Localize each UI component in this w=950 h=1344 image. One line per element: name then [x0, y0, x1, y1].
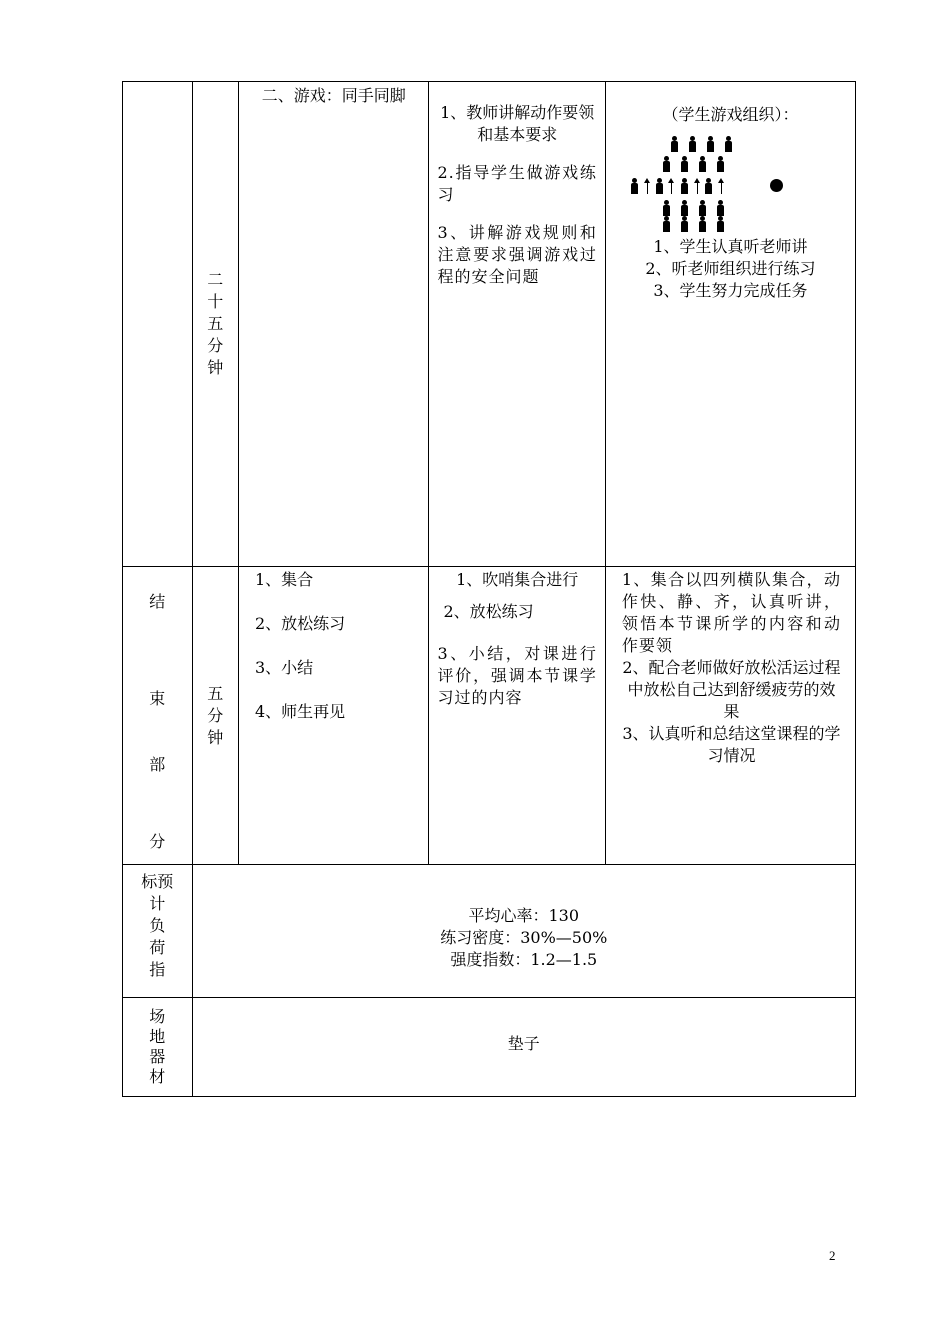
- student-figure-icon: [716, 200, 725, 216]
- student-figure-icon: [680, 216, 689, 232]
- game-teacher-item: 3、讲解游戏规则和注意要求强调游戏过程的安全问题: [437, 223, 597, 286]
- game-student-title: （学生游戏组织）：: [662, 105, 799, 124]
- equipment-label-char: 场: [149, 1007, 166, 1026]
- ending-teacher-item: 3、小结，对课进行评价，强调本节课学习过的内容: [437, 644, 597, 707]
- student-figure-icon: [706, 136, 715, 152]
- load-values-cell: [192, 865, 855, 998]
- ending-content-item: 2、放松练习: [254, 614, 346, 633]
- ending-duration-cell: [192, 567, 238, 865]
- game-duration-char: 钟: [207, 358, 224, 377]
- arrow-up-icon: [644, 178, 651, 194]
- ending-label-char: 结: [149, 592, 166, 611]
- load-label-cell: [123, 865, 193, 998]
- ending-label-char: 分: [149, 832, 166, 851]
- game-content-text: 二、游戏：同手同脚: [261, 86, 406, 105]
- student-figure-icon: [704, 178, 713, 194]
- game-row: [123, 82, 856, 567]
- ending-teacher-item: 1、吹哨集合进行: [456, 570, 579, 589]
- game-student-item: 3、学生努力完成任务: [653, 281, 808, 300]
- ending-row: [123, 567, 856, 865]
- ending-teacher-item: 2、放松练习: [443, 602, 534, 621]
- game-section-label-cell: [123, 82, 193, 567]
- arrow-up-icon: [668, 178, 675, 194]
- student-figure-icon: [716, 216, 725, 232]
- student-figure-icon: [698, 216, 707, 232]
- ending-label-char: 束: [149, 689, 166, 708]
- student-figure-icon: [662, 216, 671, 232]
- load-label-char: 标预: [141, 872, 174, 891]
- student-figure-icon: [662, 156, 671, 172]
- lesson-plan-table: [122, 81, 856, 1097]
- student-figure-icon: [670, 136, 679, 152]
- ending-student-cell: [605, 567, 855, 865]
- student-figure-icon: [716, 156, 725, 172]
- student-figure-icon: [698, 156, 707, 172]
- student-figure-icon: [680, 200, 689, 216]
- arrow-up-icon: [694, 178, 701, 194]
- density-text: 练习密度：30%—50%: [440, 928, 608, 947]
- ending-label-cell: [123, 567, 193, 865]
- ball-icon: [770, 179, 783, 192]
- equipment-row: [123, 998, 856, 1097]
- game-duration-char: 五: [207, 314, 224, 333]
- ending-duration-char: 分: [207, 705, 224, 725]
- game-duration-cell: [192, 82, 238, 567]
- game-student-cell: [605, 82, 855, 567]
- ending-student-item: 3、认真听和总结这堂课程的学习情况: [622, 724, 841, 765]
- game-content-cell: [238, 82, 429, 567]
- arrow-up-icon: [718, 178, 725, 194]
- game-student-item: 1、学生认真听老师讲: [653, 237, 808, 256]
- game-duration-char: 二: [207, 270, 224, 289]
- game-duration-char: 分: [207, 336, 224, 355]
- ending-content-item: 1、集合: [254, 570, 314, 589]
- ending-content-item: 3、小结: [254, 658, 314, 677]
- equipment-value-text: 垫子: [507, 1034, 540, 1053]
- game-duration-char: 十: [207, 292, 224, 311]
- load-row: [123, 865, 856, 998]
- student-figure-icon: [655, 178, 664, 194]
- equipment-label-cell: [123, 998, 193, 1097]
- game-teacher-item: 1、教师讲解动作要领和基本要求: [440, 103, 595, 144]
- game-teacher-item: 2.指导学生做游戏练习: [437, 163, 597, 204]
- equipment-label-char: 器: [149, 1047, 166, 1066]
- student-figure-icon: [724, 136, 733, 152]
- ending-content-item: 4、师生再见: [254, 702, 346, 721]
- load-label-char: 计: [149, 894, 166, 913]
- load-label-char: 荷: [149, 938, 166, 957]
- equipment-value-cell: [192, 998, 855, 1097]
- formation-diagram: [640, 136, 820, 226]
- equipment-label-char: 材: [149, 1067, 166, 1086]
- intensity-text: 强度指数：1.2—1.5: [450, 950, 598, 969]
- ending-student-item: 2、配合老师做好放松活运过程中放松自己达到舒缓疲劳的效果: [622, 658, 841, 721]
- ending-content-cell: [238, 567, 429, 865]
- student-figure-icon: [680, 156, 689, 172]
- student-figure-icon: [630, 178, 639, 194]
- ending-label-char: 部: [149, 755, 166, 774]
- ending-duration-char: 五: [207, 683, 224, 703]
- page-number: 2: [829, 1248, 836, 1263]
- ending-duration-char: 钟: [207, 727, 224, 747]
- game-student-item: 2、听老师组织进行练习: [645, 259, 816, 278]
- game-teacher-cell: [429, 82, 605, 567]
- load-label-char: 负: [149, 916, 166, 935]
- ending-teacher-cell: [429, 567, 605, 865]
- ending-student-item: 1、集合以四列横队集合，动作快、静、齐，认真听讲，领悟本节课所学的内容和动作要领: [621, 570, 841, 655]
- student-figure-icon: [662, 200, 671, 216]
- heart-rate-text: 平均心率：130: [468, 906, 580, 925]
- student-figure-icon: [680, 178, 689, 194]
- equipment-label-char: 地: [149, 1027, 166, 1046]
- load-label-char: 指: [149, 960, 166, 979]
- student-figure-icon: [688, 136, 697, 152]
- student-figure-icon: [698, 200, 707, 216]
